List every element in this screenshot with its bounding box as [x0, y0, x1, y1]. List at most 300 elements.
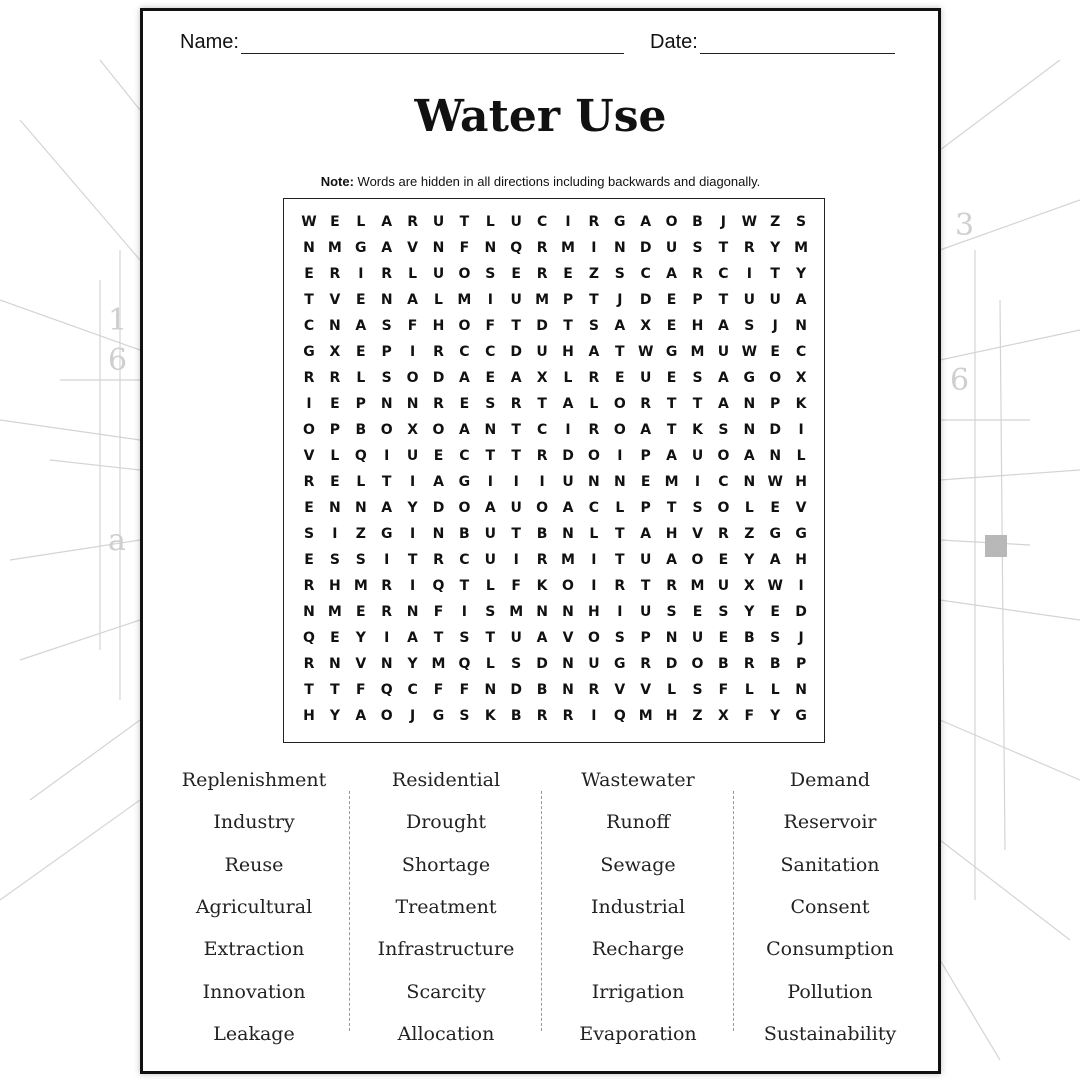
grid-letter[interactable]: V: [795, 500, 807, 516]
grid-letter[interactable]: G: [769, 526, 781, 542]
grid-letter[interactable]: U: [510, 214, 522, 230]
grid-letter[interactable]: U: [640, 552, 652, 568]
grid-letter[interactable]: G: [795, 708, 807, 724]
grid-letter[interactable]: D: [665, 656, 678, 672]
grid-letter[interactable]: R: [588, 682, 600, 698]
grid-letter[interactable]: A: [510, 370, 522, 386]
grid-letter[interactable]: X: [536, 370, 548, 386]
grid-letter[interactable]: O: [303, 422, 315, 438]
grid-letter[interactable]: Y: [329, 708, 340, 724]
grid-letter[interactable]: E: [666, 292, 677, 308]
grid-letter[interactable]: M: [690, 344, 705, 360]
grid-letter[interactable]: E: [511, 266, 521, 282]
grid-letter[interactable]: M: [561, 240, 575, 256]
grid-letter[interactable]: E: [304, 552, 314, 568]
grid-letter[interactable]: H: [432, 318, 445, 334]
grid-letter[interactable]: X: [795, 370, 807, 386]
grid-letter[interactable]: E: [330, 396, 340, 412]
grid-letter[interactable]: A: [795, 292, 807, 308]
grid-letter[interactable]: P: [640, 630, 651, 646]
grid-letter[interactable]: E: [692, 604, 703, 620]
grid-letter[interactable]: R: [381, 266, 393, 282]
grid-letter[interactable]: I: [617, 448, 623, 464]
grid-letter[interactable]: D: [536, 656, 548, 672]
grid-letter[interactable]: T: [485, 630, 496, 646]
grid-letter[interactable]: R: [588, 214, 600, 230]
grid-letter[interactable]: M: [353, 578, 368, 594]
grid-letter[interactable]: N: [303, 604, 315, 620]
grid-letter[interactable]: R: [381, 578, 393, 594]
grid-letter[interactable]: E: [615, 370, 625, 386]
grid-letter[interactable]: G: [380, 526, 393, 542]
grid-letter[interactable]: D: [795, 604, 807, 620]
grid-letter[interactable]: R: [433, 552, 444, 568]
grid-letter[interactable]: E: [330, 630, 340, 646]
grid-letter[interactable]: H: [303, 708, 315, 724]
grid-letter[interactable]: U: [484, 552, 496, 568]
grid-letter[interactable]: T: [666, 396, 677, 412]
grid-letter[interactable]: B: [769, 656, 781, 672]
grid-letter[interactable]: F: [407, 318, 418, 334]
grid-letter[interactable]: L: [615, 500, 625, 516]
grid-letter[interactable]: E: [770, 500, 780, 516]
grid-letter[interactable]: N: [329, 500, 341, 516]
grid-letter[interactable]: M: [457, 292, 472, 308]
grid-letter[interactable]: M: [794, 240, 809, 256]
grid-letter[interactable]: T: [615, 344, 625, 360]
grid-letter[interactable]: I: [306, 396, 312, 412]
grid-letter[interactable]: K: [484, 708, 496, 724]
grid-letter[interactable]: N: [665, 630, 678, 646]
grid-letter[interactable]: I: [565, 214, 571, 230]
grid-letter[interactable]: D: [639, 292, 652, 308]
grid-letter[interactable]: N: [562, 656, 574, 672]
grid-letter[interactable]: T: [407, 552, 418, 568]
grid-letter[interactable]: X: [329, 344, 341, 360]
grid-letter[interactable]: V: [303, 448, 315, 464]
grid-letter[interactable]: S: [718, 422, 729, 438]
grid-letter[interactable]: C: [536, 422, 548, 438]
grid-letter[interactable]: I: [746, 266, 752, 282]
grid-letter[interactable]: U: [510, 292, 522, 308]
grid-letter[interactable]: L: [408, 266, 418, 282]
grid-letter[interactable]: N: [406, 396, 419, 412]
grid-letter[interactable]: O: [587, 448, 600, 464]
grid-letter[interactable]: W: [767, 474, 783, 490]
grid-letter[interactable]: L: [330, 448, 340, 464]
grid-letter[interactable]: U: [432, 214, 445, 230]
grid-letter[interactable]: R: [743, 240, 755, 256]
grid-letter[interactable]: O: [769, 370, 782, 386]
grid-letter[interactable]: R: [433, 396, 444, 412]
grid-letter[interactable]: N: [613, 240, 626, 256]
grid-letter[interactable]: Y: [407, 500, 418, 516]
grid-letter[interactable]: E: [718, 630, 729, 646]
grid-letter[interactable]: E: [356, 344, 366, 360]
grid-letter[interactable]: G: [355, 240, 367, 256]
grid-letter[interactable]: R: [407, 214, 418, 230]
grid-letter[interactable]: A: [536, 630, 548, 646]
grid-letter[interactable]: U: [769, 292, 781, 308]
grid-letter[interactable]: M: [327, 604, 342, 620]
grid-letter[interactable]: T: [563, 318, 573, 334]
grid-letter[interactable]: T: [718, 292, 729, 308]
grid-letter[interactable]: R: [562, 708, 574, 724]
grid-letter[interactable]: E: [304, 266, 314, 282]
grid-letter[interactable]: A: [743, 448, 755, 464]
grid-letter[interactable]: A: [614, 318, 626, 334]
grid-letter[interactable]: L: [563, 370, 573, 386]
grid-letter[interactable]: E: [770, 344, 780, 360]
grid-letter[interactable]: W: [741, 214, 758, 230]
grid-letter[interactable]: I: [617, 604, 623, 620]
grid-letter[interactable]: S: [770, 630, 781, 646]
grid-letter[interactable]: I: [409, 344, 416, 360]
grid-letter[interactable]: E: [356, 292, 366, 308]
grid-letter[interactable]: I: [591, 240, 597, 256]
grid-letter[interactable]: X: [717, 708, 729, 724]
grid-letter[interactable]: M: [509, 604, 524, 620]
grid-letter[interactable]: U: [562, 474, 574, 490]
grid-letter[interactable]: Q: [510, 240, 523, 256]
grid-letter[interactable]: O: [613, 396, 626, 412]
grid-letter[interactable]: K: [692, 422, 703, 438]
grid-letter[interactable]: N: [562, 682, 574, 698]
grid-letter[interactable]: S: [692, 500, 703, 516]
grid-letter[interactable]: E: [304, 500, 314, 516]
grid-letter[interactable]: N: [769, 448, 782, 464]
grid-letter[interactable]: R: [303, 474, 315, 490]
grid-letter[interactable]: N: [562, 526, 574, 542]
grid-letter[interactable]: M: [535, 292, 550, 308]
grid-letter[interactable]: Y: [770, 240, 781, 256]
grid-letter[interactable]: U: [640, 604, 652, 620]
grid-letter[interactable]: L: [589, 396, 599, 412]
grid-letter[interactable]: Z: [770, 214, 781, 230]
grid-letter[interactable]: I: [384, 448, 390, 464]
grid-letter[interactable]: N: [432, 240, 445, 256]
grid-letter[interactable]: O: [613, 422, 626, 438]
grid-letter[interactable]: A: [458, 370, 470, 386]
grid-letter[interactable]: W: [741, 344, 758, 360]
grid-letter[interactable]: C: [303, 318, 315, 334]
grid-letter[interactable]: L: [770, 682, 780, 698]
grid-letter[interactable]: U: [406, 448, 419, 464]
grid-letter[interactable]: C: [718, 474, 729, 490]
grid-letter[interactable]: J: [617, 292, 623, 308]
grid-letter[interactable]: U: [717, 578, 730, 594]
grid-letter[interactable]: T: [511, 526, 521, 542]
grid-letter[interactable]: T: [537, 396, 547, 412]
grid-letter[interactable]: O: [458, 266, 471, 282]
grid-letter[interactable]: D: [510, 682, 522, 698]
grid-letter[interactable]: O: [717, 500, 730, 516]
grid-letter[interactable]: L: [485, 656, 495, 672]
grid-letter[interactable]: I: [539, 474, 545, 490]
grid-letter[interactable]: R: [536, 266, 548, 282]
grid-letter[interactable]: N: [380, 396, 393, 412]
grid-letter[interactable]: O: [717, 448, 730, 464]
grid-letter[interactable]: S: [692, 370, 703, 386]
grid-letter[interactable]: I: [332, 526, 338, 542]
grid-letter[interactable]: N: [380, 292, 393, 308]
grid-letter[interactable]: U: [432, 266, 445, 282]
grid-letter[interactable]: E: [433, 448, 444, 464]
grid-letter[interactable]: L: [356, 474, 366, 490]
grid-letter[interactable]: F: [744, 708, 755, 724]
grid-letter[interactable]: V: [640, 682, 652, 698]
grid-letter[interactable]: R: [640, 396, 652, 412]
grid-letter[interactable]: N: [743, 474, 756, 490]
grid-letter[interactable]: A: [666, 266, 678, 282]
grid-letter[interactable]: C: [588, 500, 600, 516]
grid-letter[interactable]: R: [303, 656, 315, 672]
grid-letter[interactable]: R: [718, 526, 729, 542]
grid-letter[interactable]: I: [591, 578, 597, 594]
grid-letter[interactable]: V: [562, 630, 574, 646]
grid-letter[interactable]: E: [718, 552, 729, 568]
grid-letter[interactable]: F: [459, 682, 470, 698]
grid-letter[interactable]: I: [798, 578, 804, 594]
grid-letter[interactable]: T: [330, 682, 340, 698]
grid-letter[interactable]: T: [511, 422, 521, 438]
grid-letter[interactable]: E: [666, 318, 677, 334]
grid-letter[interactable]: V: [355, 656, 367, 672]
grid-letter[interactable]: Q: [432, 578, 445, 594]
grid-letter[interactable]: H: [329, 578, 341, 594]
grid-letter[interactable]: H: [691, 318, 704, 334]
grid-letter[interactable]: N: [536, 604, 548, 620]
grid-letter[interactable]: C: [718, 266, 729, 282]
grid-letter[interactable]: M: [664, 474, 679, 490]
grid-letter[interactable]: O: [587, 630, 600, 646]
grid-letter[interactable]: I: [591, 708, 597, 724]
grid-letter[interactable]: L: [796, 448, 806, 464]
grid-letter[interactable]: N: [484, 240, 497, 256]
grid-letter[interactable]: G: [614, 656, 626, 672]
grid-letter[interactable]: C: [459, 344, 470, 360]
grid-letter[interactable]: F: [433, 682, 444, 698]
grid-letter[interactable]: A: [640, 526, 652, 542]
grid-letter[interactable]: I: [461, 604, 467, 620]
grid-letter[interactable]: L: [356, 214, 366, 230]
grid-letter[interactable]: I: [694, 474, 701, 490]
grid-letter[interactable]: I: [384, 630, 390, 646]
grid-letter[interactable]: T: [511, 448, 521, 464]
grid-letter[interactable]: F: [433, 604, 444, 620]
grid-letter[interactable]: F: [511, 578, 521, 594]
grid-letter[interactable]: E: [770, 604, 780, 620]
grid-letter[interactable]: M: [561, 552, 575, 568]
grid-letter[interactable]: I: [358, 266, 364, 282]
grid-letter[interactable]: B: [718, 656, 729, 672]
grid-letter[interactable]: Y: [407, 656, 418, 672]
grid-letter[interactable]: R: [510, 396, 522, 412]
grid-letter[interactable]: A: [407, 292, 419, 308]
grid-letter[interactable]: F: [718, 682, 729, 698]
grid-letter[interactable]: P: [329, 422, 341, 438]
grid-letter[interactable]: Z: [744, 526, 755, 542]
grid-letter[interactable]: Z: [588, 266, 599, 282]
grid-letter[interactable]: R: [329, 266, 341, 282]
grid-letter[interactable]: O: [691, 552, 704, 568]
grid-letter[interactable]: R: [536, 708, 548, 724]
grid-letter[interactable]: R: [588, 422, 600, 438]
grid-letter[interactable]: D: [510, 344, 522, 360]
grid-letter[interactable]: S: [666, 604, 677, 620]
grid-letter[interactable]: N: [484, 422, 497, 438]
grid-letter[interactable]: I: [513, 552, 519, 568]
grid-letter[interactable]: Y: [796, 266, 807, 282]
grid-letter[interactable]: F: [459, 240, 470, 256]
grid-letter[interactable]: S: [588, 318, 599, 334]
grid-letter[interactable]: J: [772, 318, 778, 334]
grid-letter[interactable]: L: [356, 370, 366, 386]
grid-letter[interactable]: N: [484, 682, 497, 698]
grid-letter[interactable]: E: [330, 214, 340, 230]
grid-letter[interactable]: C: [795, 344, 807, 360]
grid-letter[interactable]: U: [588, 656, 600, 672]
grid-letter[interactable]: V: [407, 240, 419, 256]
grid-letter[interactable]: I: [565, 422, 571, 438]
grid-letter[interactable]: G: [665, 344, 678, 360]
grid-letter[interactable]: L: [744, 682, 754, 698]
grid-letter[interactable]: Y: [744, 604, 755, 620]
grid-letter[interactable]: J: [798, 630, 804, 646]
grid-letter[interactable]: N: [354, 500, 367, 516]
grid-letter[interactable]: T: [511, 318, 521, 334]
grid-letter[interactable]: T: [615, 552, 625, 568]
grid-letter[interactable]: T: [770, 266, 780, 282]
grid-letter[interactable]: A: [769, 552, 781, 568]
grid-letter[interactable]: R: [329, 370, 341, 386]
grid-letter[interactable]: J: [720, 214, 726, 230]
grid-letter[interactable]: S: [459, 708, 470, 724]
grid-letter[interactable]: A: [562, 396, 574, 412]
grid-letter[interactable]: T: [485, 448, 496, 464]
grid-letter[interactable]: U: [510, 500, 522, 516]
grid-letter[interactable]: A: [717, 370, 729, 386]
grid-letter[interactable]: F: [356, 682, 366, 698]
grid-letter[interactable]: I: [409, 526, 416, 542]
grid-letter[interactable]: S: [614, 630, 625, 646]
grid-letter[interactable]: D: [432, 500, 445, 516]
grid-letter[interactable]: S: [744, 318, 755, 334]
grid-letter[interactable]: E: [330, 474, 340, 490]
grid-letter[interactable]: X: [743, 578, 755, 594]
grid-letter[interactable]: A: [588, 344, 600, 360]
grid-letter[interactable]: B: [536, 526, 548, 542]
grid-letter[interactable]: L: [744, 500, 754, 516]
grid-letter[interactable]: G: [614, 214, 626, 230]
grid-letter[interactable]: S: [355, 552, 366, 568]
grid-letter[interactable]: A: [717, 318, 729, 334]
grid-letter[interactable]: S: [692, 682, 703, 698]
grid-letter[interactable]: G: [743, 370, 756, 386]
grid-letter[interactable]: P: [381, 344, 392, 360]
grid-letter[interactable]: A: [484, 500, 496, 516]
grid-letter[interactable]: R: [536, 552, 548, 568]
grid-letter[interactable]: A: [717, 396, 729, 412]
grid-letter[interactable]: T: [640, 578, 651, 594]
grid-letter[interactable]: L: [485, 578, 495, 594]
grid-letter[interactable]: D: [769, 422, 781, 438]
grid-letter[interactable]: N: [380, 656, 393, 672]
grid-letter[interactable]: S: [692, 240, 703, 256]
grid-letter[interactable]: A: [355, 708, 367, 724]
grid-letter[interactable]: R: [381, 604, 393, 620]
grid-letter[interactable]: O: [665, 214, 678, 230]
grid-letter[interactable]: T: [459, 578, 470, 594]
grid-letter[interactable]: S: [614, 266, 625, 282]
grid-letter[interactable]: R: [588, 370, 600, 386]
grid-letter[interactable]: R: [303, 370, 315, 386]
grid-letter[interactable]: T: [304, 682, 314, 698]
grid-letter[interactable]: E: [356, 604, 366, 620]
grid-letter[interactable]: S: [718, 604, 729, 620]
grid-letter[interactable]: S: [511, 656, 522, 672]
grid-letter[interactable]: T: [666, 500, 677, 516]
grid-letter[interactable]: T: [589, 292, 599, 308]
grid-letter[interactable]: I: [798, 422, 804, 438]
grid-letter[interactable]: Z: [692, 708, 703, 724]
grid-letter[interactable]: T: [615, 526, 625, 542]
grid-letter[interactable]: A: [458, 422, 470, 438]
grid-letter[interactable]: N: [432, 526, 445, 542]
grid-letter[interactable]: P: [770, 396, 781, 412]
grid-letter[interactable]: M: [690, 578, 705, 594]
grid-letter[interactable]: W: [301, 214, 317, 230]
grid-letter[interactable]: T: [433, 630, 444, 646]
grid-letter[interactable]: C: [640, 266, 651, 282]
grid-letter[interactable]: M: [638, 708, 653, 724]
grid-letter[interactable]: L: [589, 526, 599, 542]
grid-letter[interactable]: A: [381, 214, 393, 230]
grid-letter[interactable]: H: [562, 344, 574, 360]
grid-letter[interactable]: T: [304, 292, 314, 308]
grid-letter[interactable]: W: [637, 344, 654, 360]
grid-letter[interactable]: T: [718, 240, 729, 256]
grid-letter[interactable]: O: [536, 500, 549, 516]
grid-letter[interactable]: O: [458, 318, 471, 334]
grid-letter[interactable]: A: [562, 500, 574, 516]
grid-letter[interactable]: Q: [458, 656, 471, 672]
grid-letter[interactable]: E: [459, 396, 470, 412]
grid-letter[interactable]: I: [384, 552, 390, 568]
grid-letter[interactable]: P: [562, 292, 574, 308]
grid-letter[interactable]: A: [666, 448, 678, 464]
name-field[interactable]: [180, 31, 624, 54]
grid-letter[interactable]: S: [381, 370, 392, 386]
grid-letter[interactable]: U: [536, 344, 548, 360]
grid-letter[interactable]: L: [667, 682, 677, 698]
grid-letter[interactable]: S: [485, 396, 496, 412]
grid-letter[interactable]: V: [329, 292, 341, 308]
grid-letter[interactable]: R: [433, 344, 444, 360]
grid-letter[interactable]: R: [692, 266, 703, 282]
grid-letter[interactable]: U: [717, 344, 730, 360]
date-field[interactable]: [650, 31, 895, 54]
grid-letter[interactable]: B: [459, 526, 470, 542]
grid-letter[interactable]: M: [431, 656, 446, 672]
grid-letter[interactable]: Q: [354, 448, 367, 464]
grid-letter[interactable]: L: [485, 214, 495, 230]
grid-letter[interactable]: O: [432, 422, 445, 438]
grid-letter[interactable]: R: [536, 240, 548, 256]
grid-letter[interactable]: Y: [744, 552, 755, 568]
grid-letter[interactable]: H: [665, 708, 678, 724]
grid-letter[interactable]: T: [692, 396, 703, 412]
